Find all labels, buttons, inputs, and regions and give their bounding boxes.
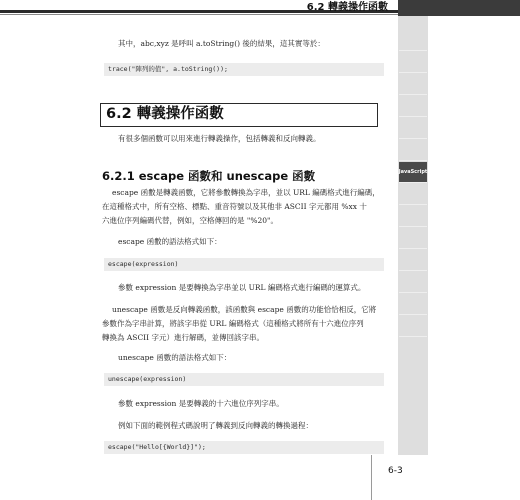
- thumb-tab: [399, 250, 427, 271]
- header-tab: [398, 0, 520, 16]
- paragraph-example-intro: 例如下面的範例程式碼說明了轉義到反向轉義的轉換過程：: [118, 421, 313, 430]
- paragraph-line: 六進位序列編碼代替，例如，空格傳回的是 "%20"。: [102, 216, 278, 225]
- footer-rule: [371, 455, 372, 500]
- paragraph-unescape-description: [102, 303, 384, 345]
- page-number: 6-3: [388, 466, 403, 476]
- paragraph-escape-syntax: escape 函數的語法格式如下：: [118, 237, 222, 246]
- code-block-1: trace("陣列的值", a.toString());: [104, 63, 384, 76]
- paragraph-unescape-param: 參數 expression 是要轉義的十六進位序列字串。: [118, 399, 284, 408]
- paragraph-line: unescape 函數是反向轉義函數，該函數與 escape 函數的功能恰恰相反，它將: [112, 305, 377, 314]
- thumb-tab: [399, 316, 427, 337]
- paragraph-escape-param: 參數 expression 是要轉換為字串並以 URL 編碼格式進行編碼的運算式。: [118, 283, 366, 292]
- section-heading: 6.2 轉義操作函數: [100, 103, 378, 127]
- running-header-title: 6.2 轉義操作函數: [306, 2, 388, 13]
- paragraph-line: 在這種格式中，所有空格、標點、重音符號以及其他非 ASCII 字元都用 %xx 十: [102, 202, 367, 211]
- thumb-tab: JavaScript: [399, 162, 427, 183]
- intro-line: 其中，abc,xyz 是呼叫 a.toString() 後的結果，這其實等於：: [118, 39, 325, 48]
- subsection-heading: 6.2.1 escape 函數和 unescape 函數: [102, 169, 316, 183]
- thumb-tab: [399, 118, 427, 139]
- thumb-tab: [399, 96, 427, 117]
- code-block-2: escape(expression): [104, 258, 384, 271]
- code-block-4: escape("Hello[{World}]");: [104, 441, 384, 454]
- paragraph-line: escape 函數是轉義函數，它將參數轉換為字串，並以 URL 編碼格式進行編碼，: [112, 188, 380, 197]
- thumb-tab: [399, 206, 427, 227]
- thumb-tab: [399, 140, 427, 161]
- paragraph-line: 轉換為 ASCII 字元）進行解碼，並傳回該字串。: [102, 333, 264, 342]
- thumb-tab: [399, 52, 427, 73]
- thumb-tab: [399, 184, 427, 205]
- thumb-tab: [399, 272, 427, 293]
- thumb-tab: [399, 74, 427, 95]
- thumb-tab: [399, 228, 427, 249]
- paragraph-line: 參數作為字串計算，將該字串從 URL 編碼格式（這種格式將所有十六進位序列: [102, 319, 364, 328]
- thumb-tab: [399, 294, 427, 315]
- section-intro: 有很多個函數可以用來進行轉義操作，包括轉義和反向轉義。: [118, 134, 321, 143]
- code-block-3: unescape(expression): [104, 373, 384, 386]
- paragraph-escape-description: [102, 186, 384, 228]
- thumb-tab: [399, 30, 427, 51]
- paragraph-unescape-syntax: unescape 函數的語法格式如下：: [118, 353, 232, 362]
